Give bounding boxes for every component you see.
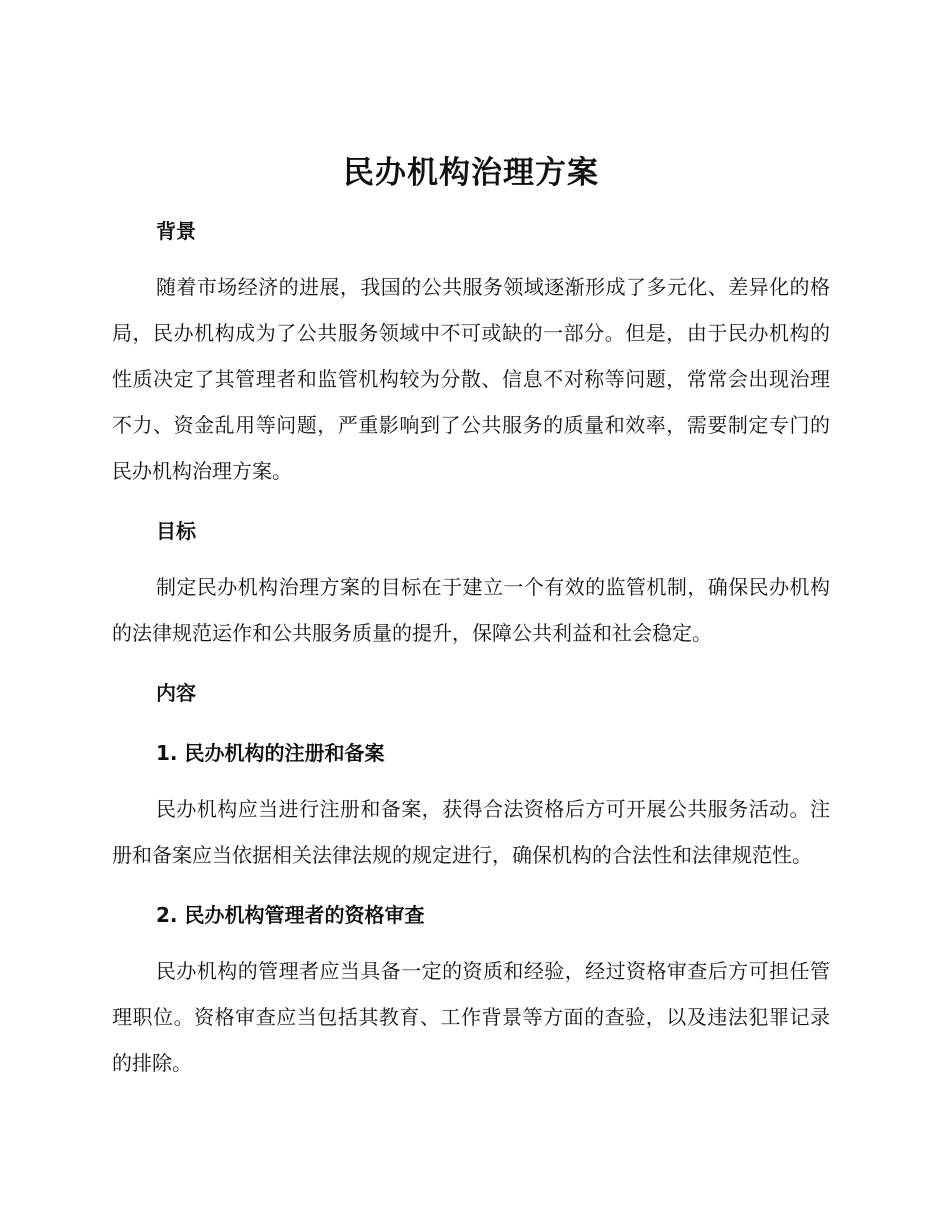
section-heading-content: 内容 xyxy=(156,681,196,705)
spacer xyxy=(112,494,830,514)
section-heading-goal: 目标 xyxy=(156,519,196,543)
spacer xyxy=(112,548,830,564)
spacer xyxy=(112,248,830,264)
spacer xyxy=(112,932,830,948)
document-title: 民办机构治理方案 xyxy=(343,155,599,191)
subsection-heading-qualification: 2. 民办机构管理者的资格审查 xyxy=(156,903,425,927)
spacer xyxy=(112,656,830,676)
paragraph-goal: 制定民办机构治理方案的目标在于建立一个有效的监管机制，确保民办机构的法律规范运作和公共服务质量的提升，保障公共利益和社会稳定。 xyxy=(112,575,830,645)
section-heading-background: 背景 xyxy=(156,219,196,243)
paragraph-qualification: 民办机构的管理者应当具备一定的资质和经验，经过资格审查后方可担任管理职位。资格审查应当包括其教育、工作背景等方面的查验，以及违法犯罪记录的排除。 xyxy=(112,959,830,1075)
paragraph-registration: 民办机构应当进行注册和备案，获得合法资格后方可开展公共服务活动。注册和备案应当依据相关法律法规的规定进行，确保机构的合法性和法律规范性。 xyxy=(112,797,830,867)
subsection-heading-registration: 1. 民办机构的注册和备案 xyxy=(156,741,385,765)
spacer xyxy=(112,878,830,898)
paragraph-background: 随着市场经济的进展，我国的公共服务领域逐渐形成了多元化、差异化的格局，民办机构成为了公共服务领域中不可或缺的一部分。但是，由于民办机构的性质决定了其管理者和监管机构较为分散、信息不对称等问题，常常会出现治理不力、资金乱用等问题，严重影响到了公共服务的质量和效率，需要制定专门的民办机构治理方案。 xyxy=(112,275,830,483)
spacer xyxy=(112,770,830,786)
spacer xyxy=(112,710,830,736)
